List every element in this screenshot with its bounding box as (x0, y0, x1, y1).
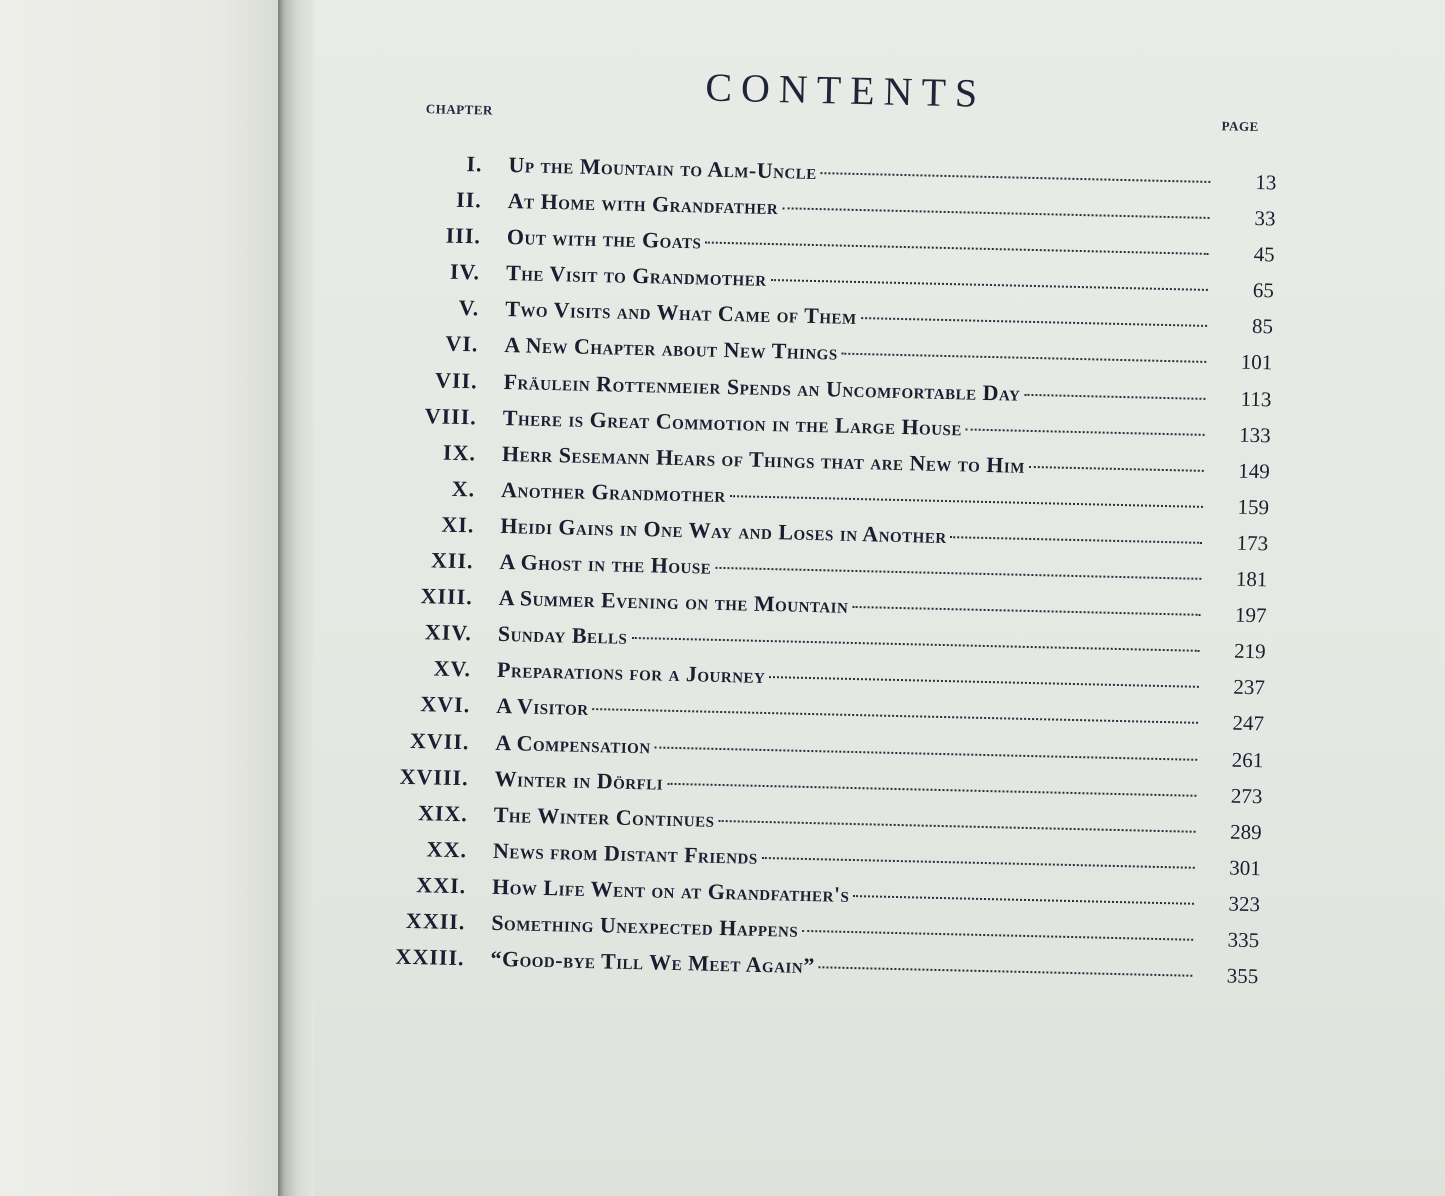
chapter-title: “Good-bye Till We Meet Again” (490, 945, 816, 979)
page-number: 273 (1230, 783, 1263, 808)
page-number: 237 (1233, 674, 1266, 700)
dot-leader (853, 895, 1194, 905)
page-number: 45 (1253, 242, 1275, 267)
dot-leader (769, 676, 1199, 688)
chapter-number: XIII. (420, 583, 474, 610)
chapter-number: X. (451, 475, 476, 502)
chapter-number: XX. (426, 836, 468, 863)
dot-leader (1029, 466, 1204, 472)
page-column-header: PAGE (1221, 118, 1259, 135)
chapter-number: XI. (441, 511, 475, 538)
dot-leader (951, 536, 1202, 544)
dot-leader (715, 567, 1201, 580)
dot-leader (730, 495, 1203, 508)
page-number: 323 (1228, 891, 1261, 917)
chapter-number: XIV. (424, 619, 473, 646)
page-number: 149 (1238, 458, 1271, 484)
chapter-title: Winter in Dörfli (494, 765, 664, 795)
page-number: 181 (1235, 566, 1268, 592)
chapter-number: XVI. (420, 691, 471, 718)
chapter-number: XXII. (405, 907, 466, 935)
chapter-list (378, 149, 1277, 999)
chapter-title: The Winter Continues (493, 801, 715, 832)
dot-leader (631, 637, 1199, 652)
page-number: 133 (1238, 422, 1271, 448)
chapter-title: How Life Went on at Grandfather's (491, 873, 850, 907)
dot-leader (819, 966, 1193, 976)
chapter-title: Heidi Gains in One Way and Loses in Another (500, 512, 948, 548)
page-number: 65 (1252, 278, 1275, 303)
chapter-title: Sunday Bells (497, 621, 628, 650)
dot-leader (593, 708, 1198, 724)
chapter-title: Out with the Goats (506, 224, 702, 254)
chapter-number: XXIII. (395, 943, 465, 971)
chapter-number: IX. (442, 439, 477, 466)
chapter-title: Preparations for a Journey (496, 657, 766, 689)
page-number: 219 (1233, 638, 1266, 664)
chapter-number: XII. (430, 547, 474, 574)
chapter-number: IV. (449, 259, 481, 285)
chapter-number: I. (466, 151, 483, 177)
dot-leader (782, 207, 1209, 219)
page-number: 13 (1255, 169, 1277, 195)
chapter-title: At Home with Grandfather (507, 188, 779, 220)
dot-leader (821, 172, 1211, 183)
dot-leader (1024, 393, 1205, 399)
page-number: 289 (1229, 819, 1262, 844)
chapter-title: A Ghost in the House (499, 548, 712, 579)
chapter-number: XIX. (417, 799, 469, 826)
page-number: 173 (1236, 530, 1269, 556)
dot-leader (966, 428, 1205, 435)
page-number: 355 (1226, 963, 1259, 989)
dot-leader (705, 242, 1208, 255)
dot-leader (852, 606, 1200, 616)
chapter-number: VIII. (424, 402, 478, 430)
chapter-number: XV. (433, 655, 472, 682)
dot-leader (718, 820, 1195, 833)
chapter-number: XVII. (409, 727, 470, 754)
dot-leader (802, 930, 1193, 941)
chapter-title: Fräulein Rottenmeier Spends an Uncomfortable Day (503, 368, 1021, 406)
page-number: 159 (1237, 494, 1270, 520)
chapter-title: Up the Mountain to Alm-Uncle (508, 152, 818, 185)
chapter-number: VII. (434, 366, 478, 393)
dot-leader (771, 279, 1208, 291)
chapter-title: A New Chapter about New Things (504, 332, 838, 366)
page-number: 101 (1240, 350, 1273, 375)
chapter-number: II. (455, 186, 483, 213)
chapter-title: News from Distant Friends (492, 837, 759, 869)
page-number: 247 (1232, 711, 1265, 736)
chapter-number: V. (458, 295, 480, 321)
dot-leader (861, 317, 1207, 327)
chapter-number: XVIII. (399, 763, 469, 790)
chapter-number: VI. (445, 331, 479, 357)
page-number: 197 (1234, 602, 1267, 628)
page-number: 335 (1227, 927, 1260, 953)
chapter-title: Another Grandmother (500, 476, 727, 507)
chapter-column-header: CHAPTER (425, 101, 494, 118)
chapter-title: Something Unexpected Happens (491, 909, 799, 942)
chapter-title: The Visit to Grandmother (505, 260, 767, 292)
dot-leader (762, 857, 1195, 869)
chapter-title: Two Visits and What Came of Them (504, 296, 857, 330)
dot-leader (667, 782, 1196, 796)
page-number: 33 (1254, 206, 1276, 231)
page-number: 85 (1251, 314, 1274, 339)
page-title: CONTENTS (704, 64, 987, 116)
dot-leader (655, 746, 1198, 760)
dot-leader (842, 353, 1207, 363)
chapter-title: There is Great Commotion in the Large House (502, 404, 963, 441)
chapter-title: Herr Sesemann Hears of Things that are New to Him (501, 440, 1026, 478)
chapter-title: A Visitor (495, 693, 589, 721)
chapter-title: A Summer Evening on the Mountain (498, 585, 849, 618)
chapter-title: A Compensation (495, 729, 651, 758)
chapter-number: III. (445, 222, 482, 249)
page-number: 113 (1240, 386, 1272, 411)
page-number: 301 (1229, 855, 1262, 881)
page-number: 261 (1231, 747, 1264, 772)
chapter-number: XXI. (416, 871, 467, 899)
